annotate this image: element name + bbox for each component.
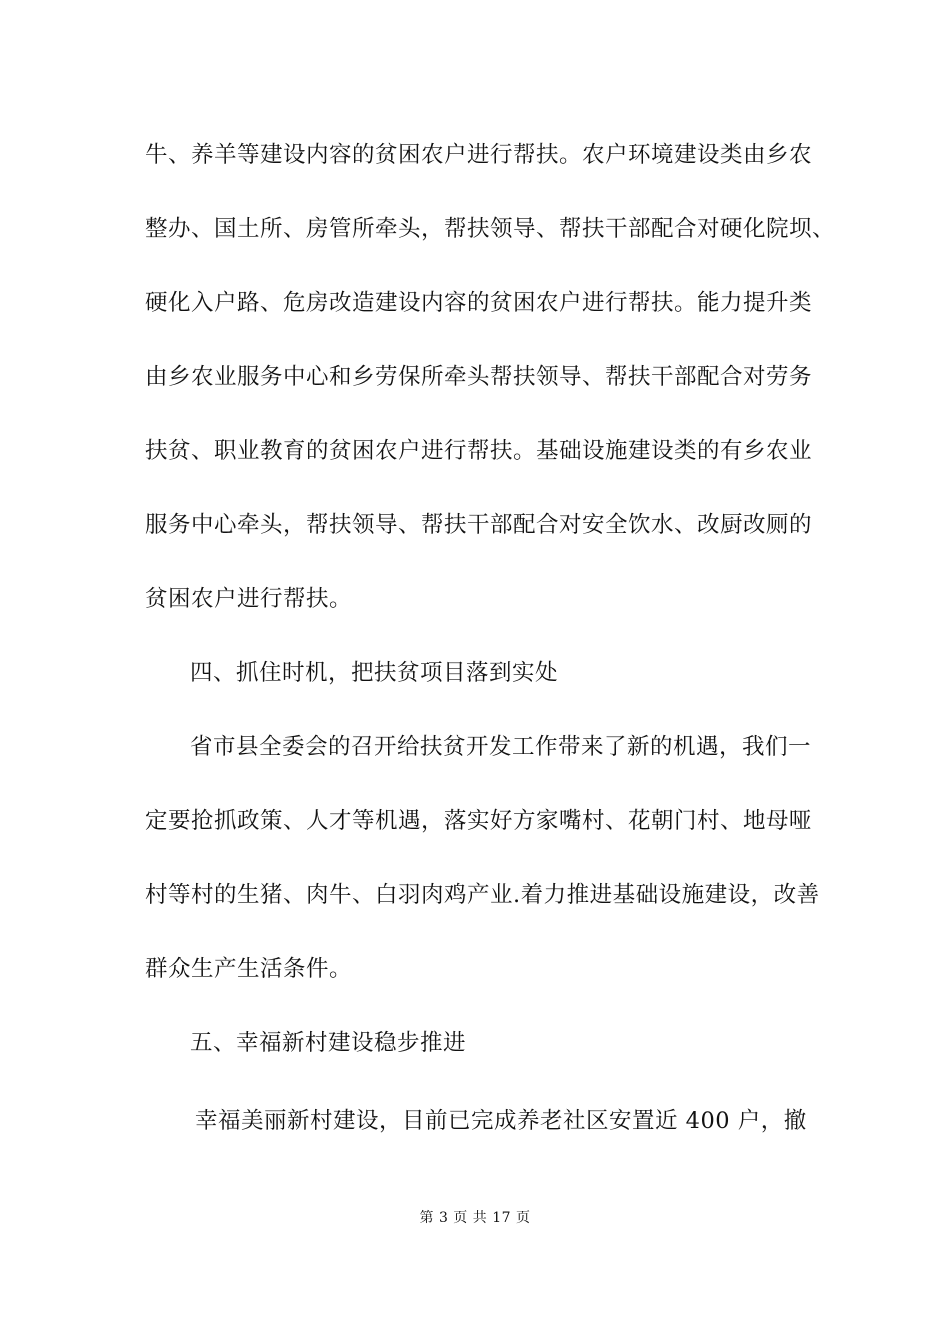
body-line: 省市县全委会的召开给扶贫开发工作带来了新的机遇，我们一 [190, 734, 812, 760]
section-heading: 五、幸福新村建设稳步推进 [190, 1030, 467, 1056]
section-heading: 四、抓住时机，把扶贫项目落到实处 [190, 660, 559, 686]
body-line: 牛、养羊等建设内容的贫困农户进行帮扶。农户环境建设类由乡农 [145, 142, 813, 168]
body-line: 村等村的生猪、肉牛、白羽肉鸡产业.着力推进基础设施建设，改善 [145, 882, 820, 908]
body-line: 由乡农业服务中心和乡劳保所牵头帮扶领导、帮扶干部配合对劳务 [145, 364, 813, 390]
page-footer [0, 1208, 950, 1228]
body-line: 贫困农户进行帮扶。 [145, 586, 353, 612]
body-line: 幸福美丽新村建设，目前已完成养老社区安置近 400 户，撤 [195, 1108, 807, 1134]
body-line: 群众生产生活条件。 [145, 956, 353, 982]
body-line: 硬化入户路、危房改造建设内容的贫困农户进行帮扶。能力提升类 [145, 290, 813, 316]
body-line: 扶贫、职业教育的贫困农户进行帮扶。基础设施建设类的有乡农业 [145, 438, 813, 464]
page-number: 第 3 页 共 17 页 [419, 1210, 531, 1226]
body-line: 整办、国土所、房管所牵头，帮扶领导、帮扶干部配合对硬化院坝、 [145, 216, 836, 242]
body-line: 服务中心牵头，帮扶领导、帮扶干部配合对安全饮水、改厨改厕的 [145, 512, 813, 538]
body-line: 定要抢抓政策、人才等机遇，落实好方家嘴村、花朝门村、地母哑 [145, 808, 813, 834]
